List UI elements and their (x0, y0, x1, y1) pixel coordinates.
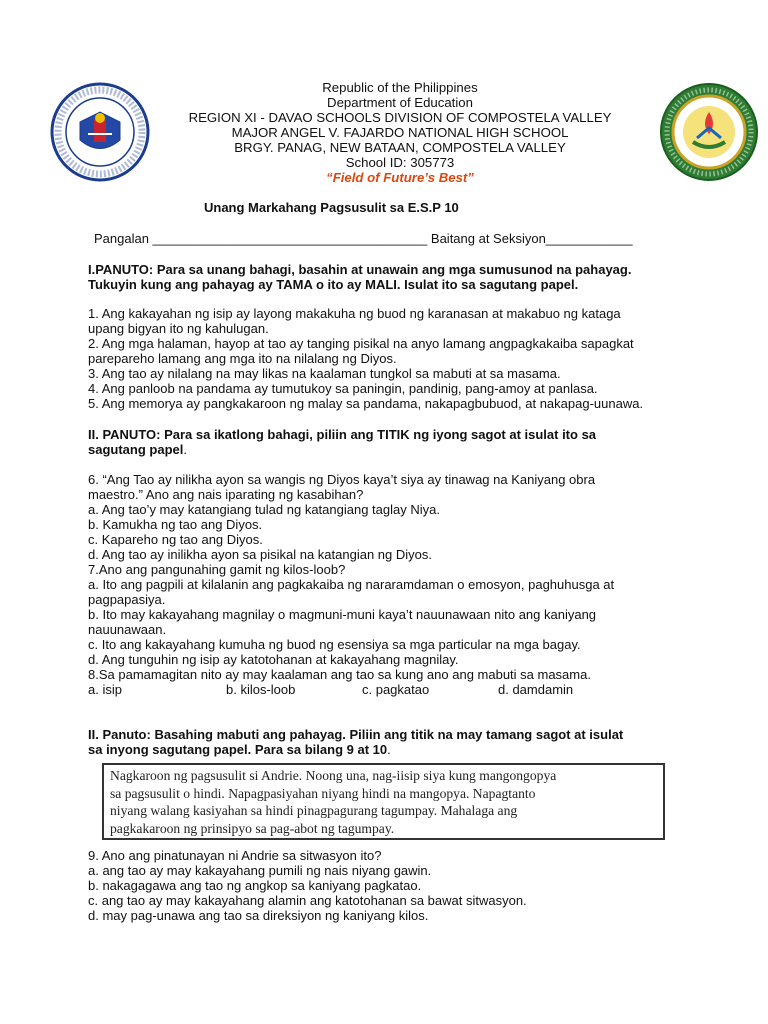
passage-line: sa pagsusulit o hindi. Napagpasiyahan niyang hindi na mangopya. Napagtanto (110, 785, 536, 801)
part3-item-line: a. ang tao ay may kakayahang pumili ng nais niyang gawin. (88, 863, 432, 878)
part2-item-line: nauunawaan. (88, 622, 167, 637)
passage-line: Nagkaroon ng pagsusulit si Andrie. Noong una, nag-iisip siya kung mangongopya (110, 768, 557, 783)
q8-choice-a: a. isip (88, 682, 122, 697)
part1-item-line: upang bigyan ito ng kahulugan. (88, 321, 269, 336)
part2-item-line: d. Ang tao ay inilikha ayon sa pisikal na katangian ng Diyos. (88, 547, 432, 562)
part2-directions-line2-text: sagutang papel (88, 442, 184, 457)
header-republic: Republic of the Philippines (322, 80, 478, 95)
part2-item-line: 7.Ano ang pangunahing gamit ng kilos-loob? (88, 562, 346, 577)
part1-item-line: 2. Ang mga halaman, hayop at tao ay tanging pisikal na anyo lamang angpagkakaiba sapagkat (88, 336, 634, 351)
part3-directions-line2-text: sa inyong sagutang papel. Para sa bilang 9 at 10 (88, 742, 388, 757)
exam-title: Unang Markahang Pagsusulit sa E.S.P 10 (204, 200, 459, 215)
part2-item-line: a. Ang tao’y may katangiang tulad ng katangiang taglay Niya. (88, 502, 440, 517)
header-school-id: School ID: 305773 (345, 155, 455, 170)
part1-item-line: parepareho lamang ang mga ito na nilalang ng Diyos. (88, 351, 397, 366)
school-seal-logo (659, 82, 759, 182)
part3-item-line: d. may pag-unawa ang tao sa direksiyon ng kaniyang kilos. (88, 908, 429, 923)
part1-item-line: 5. Ang memorya ay pangkakaroon ng malay sa pandama, nakapagbubuod, at nakapag-uunawa. (88, 396, 644, 411)
name-section-line: Pangalan ______________________________________ Baitang at Seksiyon____________ (94, 231, 633, 246)
part1-directions-line2: Tukuyin kung ang pahayag ay TAMA o ito ay MALI. Isulat ito sa sagutang papel. (88, 277, 579, 292)
part3-directions-line2 (88, 742, 391, 757)
part2-item-line: c. Kapareho ng tao ang Diyos. (88, 532, 263, 547)
part1-directions-line1: I.PANUTO: Para sa unang bahagi, basahin at unawain ang mga sumusunod na pahayag. (88, 262, 632, 277)
part2-directions-period: . (183, 442, 187, 457)
part2-directions-line2 (88, 442, 187, 457)
part2-item-line: c. Ito ang kakayahang kumuha ng buod ng esensiya sa mga particular na mga bagay. (88, 637, 581, 652)
part3-item-line: b. nakagagawa ang tao ng angkop sa kaniyang pagkatao. (88, 878, 422, 893)
part2-item-line: d. Ang tunguhin ng isip ay katotohanan at kakayahang magnilay. (88, 652, 459, 667)
header-address: BRGY. PANAG, NEW BATAAN, COMPOSTELA VALLEY (234, 140, 566, 155)
q8-choice-b: b. kilos-loob (226, 682, 296, 697)
part3-directions-line1: II. Panuto: Basahing mabuti ang pahayag. Piliin ang titik na may tamang sagot at isulat (88, 727, 624, 742)
part1-item-line: 1. Ang kakayahan ng isip ay layong makakuha ng buod ng karanasan at makabuo ng kataga (88, 306, 621, 321)
header-region: REGION XI - DAVAO SCHOOLS DIVISION OF COMPOSTELA VALLEY (188, 110, 612, 125)
part2-item-line: maestro.” Ano ang nais iparating ng kasabihan? (88, 487, 364, 502)
part2-directions-line1: II. PANUTO: Para sa ikatlong bahagi, piliin ang TITIK ng iyong sagot at isulat ito sa (88, 427, 597, 442)
reading-passage-box (102, 763, 665, 840)
header-department: Department of Education (327, 95, 473, 110)
part2-item-line: b. Ito may kakayahang magnilay o magmuni-muni kaya’t nauunawaan nito ang kaniyang (88, 607, 597, 622)
deped-seal-logo (50, 82, 150, 182)
header-motto: “Field of Future’s Best” (326, 170, 474, 185)
header-school-name: MAJOR ANGEL V. FAJARDO NATIONAL HIGH SCHOOL (231, 125, 569, 140)
passage-line: pagkakaroon ng prinsipyo sa pag-abot ng tagumpay. (110, 820, 395, 836)
part3-directions-period: . (387, 742, 391, 757)
part2-item-line: a. Ito ang pagpili at kilalanin ang pagkakaiba ng nararamdaman o emosyon, paghuhusga at (88, 577, 615, 592)
part3-item-line: 9. Ano ang pinatunayan ni Andrie sa sitwasyon ito? (88, 848, 382, 863)
passage-line: niyang walang kasiyahan sa hindi pinagpagurang tagumpay. Mahalaga ang (110, 803, 518, 818)
part2-item-line: pagpapasiya. (88, 592, 166, 607)
part2-item-line: 8.Sa pamamagitan nito ay may kaalaman ang tao sa kung ano ang mabuti sa masama. (88, 667, 591, 682)
part2-item-line: 6. “Ang Tao ay nilikha ayon sa wangis ng Diyos kaya’t siya ay tinawag na Kaniyang obra (88, 472, 596, 487)
q8-choice-c: c. pagkatao (362, 682, 430, 697)
part3-item-line: c. ang tao ay may kakayahang alamin ang katotohanan sa bawat sitwasyon. (88, 893, 527, 908)
q8-choice-d: d. damdamin (498, 682, 574, 697)
part1-item-line: 3. Ang tao ay nilalang na may likas na kaalaman tungkol sa mabuti at sa masama. (88, 366, 561, 381)
part2-item-line: b. Kamukha ng tao ang Diyos. (88, 517, 263, 532)
part1-item-line: 4. Ang panloob na pandama ay tumutukoy sa paningin, pandinig, pang-amoy at panlasa. (88, 381, 598, 396)
